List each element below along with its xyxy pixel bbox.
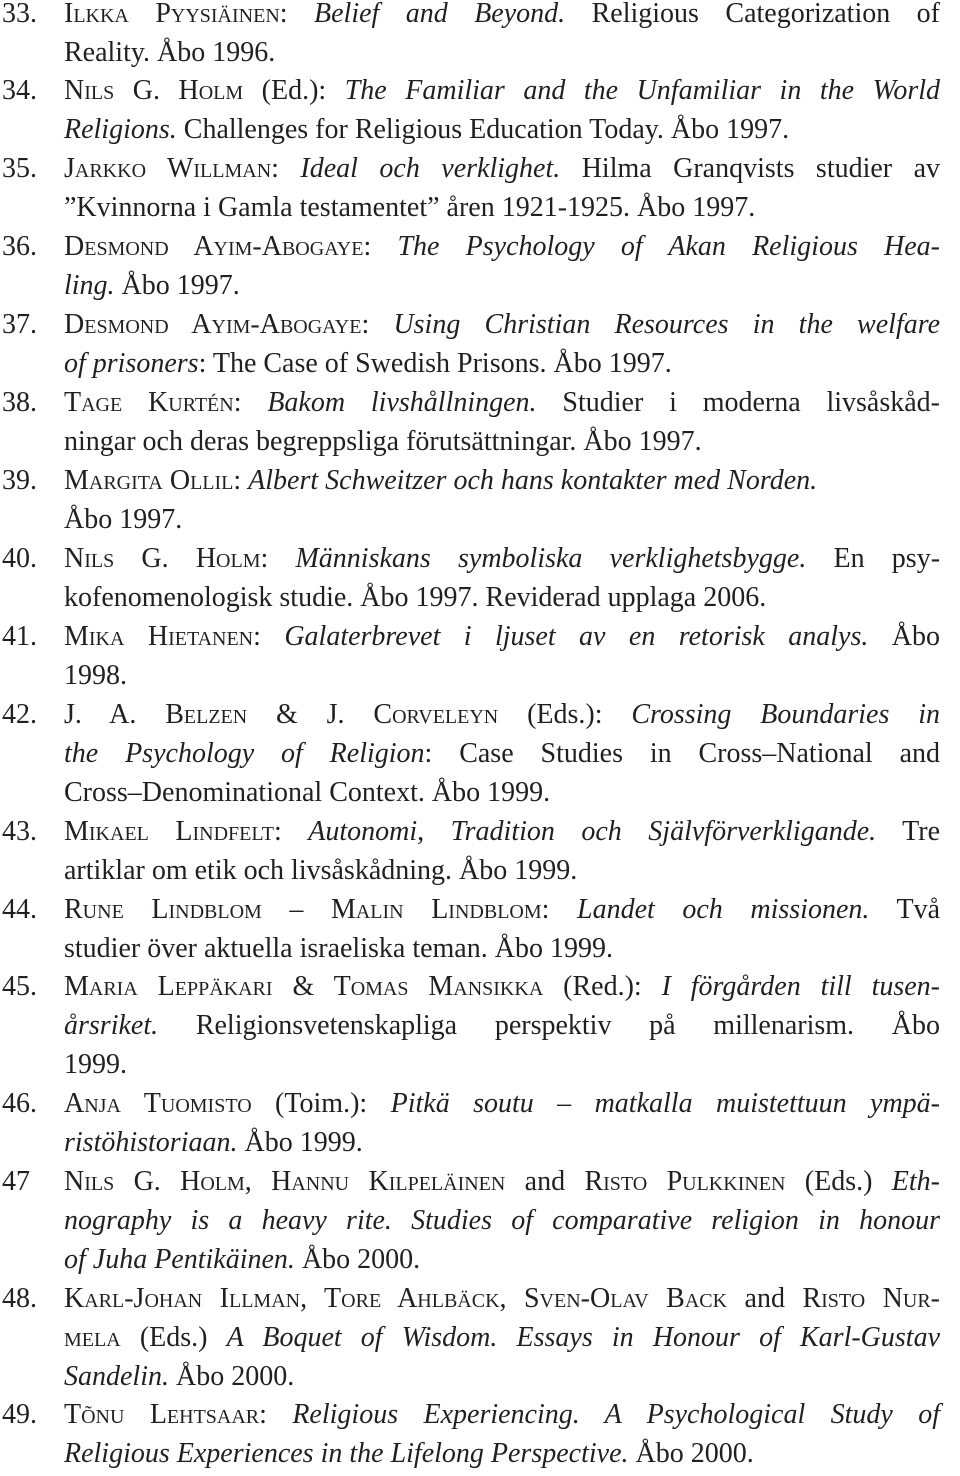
entry-author: Mikael Lindfelt: [64, 816, 274, 847]
entry-author: Margita Ollil: [64, 465, 234, 496]
list-entry-46: [0, 1085, 940, 1163]
entry-details: Religionsvetenskapliga perspektiv på millenarism. Åbo: [158, 1009, 940, 1041]
entry-title: årsriket.: [64, 1009, 159, 1041]
entry-details: ”Kvinnorna i Gamla testamentet” åren 1921-1925. Åbo 1997.: [64, 191, 756, 223]
list-entry-40: [0, 540, 940, 618]
entry-author: J. A. Belzen & J. Corveleyn: [64, 699, 499, 730]
entry-separator: (Red.):: [543, 971, 662, 1002]
entry-title: Albert Schweitzer och hans kontakter med Norden.: [248, 465, 818, 496]
entry-separator: (Toim.):: [251, 1088, 391, 1119]
entry-separator: :: [233, 465, 249, 496]
list-entry-42: [0, 696, 940, 812]
entry-author: Nils G. Holm: [64, 543, 261, 574]
entry-title: Using Christian Resources in the welfare: [393, 309, 941, 340]
entry-title: Autonomi, Tradition och Självförverkligande.: [308, 816, 877, 847]
entry-conjunction: and: [505, 1166, 585, 1197]
entry-details: Två: [869, 894, 940, 925]
entry-details: Åbo 2000.: [294, 1243, 421, 1275]
entry-title: of prisoners: [64, 347, 199, 379]
entry-details: Åbo 1999.: [237, 1126, 363, 1158]
entry-title: Religions.: [64, 113, 177, 145]
entry-separator: (Eds.): [120, 1321, 227, 1353]
entry-separator: :: [279, 0, 315, 29]
entry-details: kofenomenologisk studie. Åbo 1997. Reviderad upplaga 2006.: [64, 581, 767, 613]
list-entry-35: [0, 150, 940, 228]
entry-number: 43.: [2, 816, 37, 847]
list-entry-45: [0, 968, 940, 1084]
entry-number: 35.: [2, 153, 37, 184]
entry-title: ling.: [64, 269, 115, 301]
entry-number: 44.: [2, 894, 37, 925]
entry-number: 41.: [2, 621, 37, 652]
entry-separator: :: [271, 153, 301, 184]
entry-details: Åbo 2000.: [628, 1437, 754, 1469]
entry-author: Nils G. Holm, Hannu Kilpeläinen: [64, 1166, 506, 1197]
list-entry-44: [0, 891, 940, 969]
entry-title: the Psychology of Religion: [64, 737, 425, 769]
entry-details: 1998.: [64, 659, 127, 691]
entry-separator: :: [259, 1399, 293, 1430]
entry-number: 39.: [2, 465, 37, 496]
entry-separator: (Ed.):: [243, 75, 345, 106]
list-entry-36: [0, 228, 940, 306]
entry-details: En psy-: [806, 543, 941, 574]
entry-title: The Psychology of Akan Religious Hea-: [397, 231, 941, 262]
entry-author: mela: [64, 1321, 121, 1353]
entry-author: Jarkko Willman: [64, 153, 272, 184]
entry-number: 49.: [2, 1399, 37, 1430]
entry-separator: :: [260, 543, 296, 574]
entry-details: : The Case of Swedish Prisons. Åbo 1997.: [198, 347, 672, 379]
entry-number: 33.: [2, 0, 37, 29]
entry-title: A Boquet of Wisdom. Essays in Honour of Karl-Gustav: [226, 1321, 940, 1353]
entry-separator: (Eds.): [785, 1166, 892, 1197]
entry-author: Desmond Ayim-Abogaye: [64, 309, 362, 340]
entry-author: Tõnu Lehtsaar: [64, 1399, 260, 1430]
list-entry-48: [0, 1280, 940, 1396]
entry-separator: (Eds.):: [498, 699, 632, 730]
entry-details: studier över aktuella israeliska teman. Åbo 1999.: [64, 932, 613, 964]
list-entry-49: [0, 1396, 940, 1474]
entry-number: 38.: [2, 387, 37, 418]
entry-title: Människans symboliska verklighetsbygge.: [295, 543, 807, 574]
entry-title: Ideal och verklighet.: [300, 153, 561, 184]
entry-title: I förgården till tusen-: [661, 971, 941, 1002]
entry-separator: :: [253, 621, 285, 652]
entry-number: 37.: [2, 309, 37, 340]
entry-number: 45.: [2, 971, 37, 1002]
entry-details: Hilma Granqvists studier av: [560, 153, 941, 184]
entry-author: Anja Tuomisto: [64, 1088, 252, 1119]
entry-number: 46.: [2, 1088, 37, 1119]
entry-author: Risto Pulkkinen: [584, 1166, 786, 1197]
entry-title: ristöhistoriaan.: [64, 1126, 238, 1158]
entry-title: Bakom livshållningen.: [267, 387, 537, 418]
entry-separator: :: [233, 387, 268, 418]
entry-author: Karl-Johan Illman, Tore Ahlbäck, Sven-Olav Back: [64, 1283, 728, 1314]
entry-details: Studier i moderna livsåskåd-: [536, 387, 941, 418]
entry-details: : Case Studies in Cross–National and: [424, 737, 940, 769]
entry-separator: :: [273, 816, 309, 847]
entry-title: Eth-: [891, 1166, 941, 1197]
entry-title: Religious Experiences in the Lifelong Perspective.: [64, 1437, 629, 1469]
list-entry-33: [0, 0, 940, 73]
entry-number: 34.: [2, 75, 37, 106]
entry-author: Rune Lindblom – Malin Lindblom: [64, 894, 542, 925]
entry-title: Sandelin.: [64, 1360, 169, 1392]
entry-number: 47: [2, 1166, 30, 1197]
entry-details: ningar och deras begreppsliga förutsättningar. Åbo 1997.: [64, 425, 702, 457]
entry-details: Cross–Denominational Context. Åbo 1999.: [64, 776, 551, 808]
entry-number: 40.: [2, 543, 37, 574]
entry-conjunction: and: [727, 1283, 803, 1314]
list-entry-34: [0, 72, 940, 150]
entry-details: Åbo 1997.: [64, 503, 183, 535]
entry-author: Risto Nur-: [802, 1283, 940, 1314]
entry-title: The Familiar and the Unfamiliar in the World: [344, 75, 941, 106]
entry-author: Maria Leppäkari & Tomas Mansikka: [64, 971, 544, 1002]
entry-author: Tage Kurtén: [64, 387, 234, 418]
list-entry-43: [0, 813, 940, 891]
entry-title: of Juha Pentikäinen.: [64, 1243, 295, 1275]
entry-details: Reality. Åbo 1996.: [64, 36, 276, 68]
list-entry-37: [0, 306, 940, 384]
entry-author: Mika Hietanen: [64, 621, 254, 652]
entry-number: 48.: [2, 1283, 37, 1314]
entry-details: artiklar om etik och livsåskådning. Åbo 1999.: [64, 854, 578, 886]
list-entry-47: [0, 1163, 940, 1279]
entry-separator: :: [361, 309, 394, 340]
entry-title: Belief and Beyond.: [314, 0, 566, 29]
list-entry-41: [0, 618, 940, 696]
entry-title: Pitkä soutu – matkalla muistettuun ympä-: [390, 1088, 941, 1119]
entry-details: Åbo: [868, 621, 940, 652]
entry-separator: :: [541, 894, 578, 925]
list-entry-39: [0, 462, 940, 540]
list-entry-38: [0, 384, 940, 462]
entry-title: nography is a heavy rite. Studies of comparative religion in honour: [64, 1204, 940, 1236]
entry-title: Crossing Boundaries in: [631, 699, 940, 730]
entry-author: Desmond Ayim-Abogaye: [64, 231, 364, 262]
entry-number: 42.: [2, 699, 37, 730]
entry-details: Åbo 2000.: [169, 1360, 295, 1392]
entry-details: Religious Categorization of: [565, 0, 941, 29]
entry-title: Landet och missionen.: [577, 894, 870, 925]
entry-details: Tre: [876, 816, 941, 847]
entry-details: 1999.: [64, 1048, 127, 1080]
entry-title: Religious Experiencing. A Psychological Study of: [292, 1399, 941, 1430]
entry-author: Nils G. Holm: [64, 75, 244, 106]
entry-title: Galaterbrevet i ljuset av en retorisk analys.: [284, 621, 869, 652]
entry-separator: :: [363, 231, 398, 262]
entry-author: Ilkka Pyysiäinen: [64, 0, 280, 29]
entry-number: 36.: [2, 231, 37, 262]
entry-details: Åbo 1997.: [114, 269, 240, 301]
entry-details: Challenges for Religious Education Today. Åbo 1997.: [176, 113, 790, 145]
